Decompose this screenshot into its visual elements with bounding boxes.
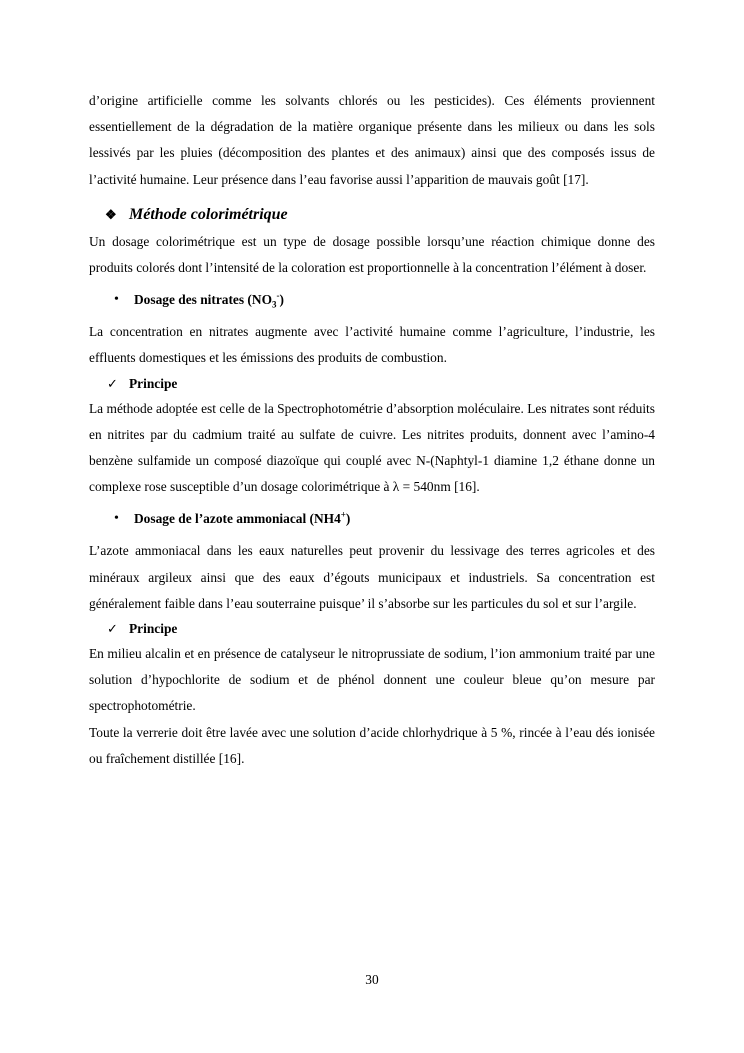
ammonia-superscript: + <box>340 509 346 520</box>
diamond-icon: ❖ <box>105 206 117 222</box>
nitrates-subscript: 3 <box>271 299 277 310</box>
principle-heading-text: Principe <box>129 621 178 637</box>
ammonia-heading-text: Dosage de l’azote ammoniacal (NH4 <box>134 511 341 527</box>
bullet-heading-ammonia <box>114 506 655 532</box>
check-icon: ✓ <box>107 375 118 391</box>
intro-paragraph: d’origine artificielle comme les solvants chlorés ou les pesticides). Ces éléments proviennent essentiellement de la dégradation de la matière organique présente dans les milieux ou dans les sols lessivés par les pluies (décomposition des plantes et des animaux) ainsi que des composés issus de l’activité humaine. Leur présence dans l’eau favorise aussi l’apparition de mauvais goût [17]. <box>89 93 655 187</box>
nitrates-intro-paragraph: La concentration en nitrates augmente avec l’activité humaine comme l’agriculture, l’industrie, les effluents domestiques et les émissions des produits de combustion. <box>89 324 655 366</box>
page-content <box>89 88 655 772</box>
nitrates-principle-paragraph: La méthode adoptée est celle de la Spectrophotométrie d’absorption moléculaire. Les nitrates sont réduits en nitrites par du cadmium traité au sulfate de cuivre. Les nitrites produits, donnent avec l’amino-4 benzène sulfamide un composé diazoïque qui couplé avec N-(Naphtyl-1 diamine 1,2 éthane donne un complexe rose susceptible d’un dosage colorimétrique à λ = 540nm [16]. <box>89 400 655 495</box>
ammonia-intro-paragraph: L’azote ammoniacal dans les eaux naturelles peut provenir du lessivage des terres agricoles et des minéraux argileux ainsi que des eaux d’égouts municipaux et industriels. Sa concentration est généralement faible dans l’eau souterraine puisque’ il s’absorbe sur les particules du sol et sur l’argile. <box>89 543 655 611</box>
principle-heading-nitrates <box>107 372 655 396</box>
nitrates-heading-text: Dosage des nitrates (NO <box>134 292 272 308</box>
principle-heading-text: Principe <box>129 375 178 391</box>
ammonia-principle-paragraph: En milieu alcalin et en présence de catalyseur le nitroprussiate de sodium, l’ion ammonium traité par une solution d’hypochlorite de sodium et de phénol donnent une couleur bleue qu’on mesure par spectrophotométrie. <box>89 646 655 714</box>
principle-heading-ammonia <box>107 617 655 641</box>
bullet-icon: • <box>114 511 119 527</box>
colorimetric-paragraph: Un dosage colorimétrique est un type de dosage possible lorsqu’une réaction chimique donne des produits colorés dont l’intensité de la coloration est proportionnelle à la concentration l’élément à doser. <box>89 233 655 276</box>
bullet-heading-nitrates <box>114 287 655 313</box>
glassware-paragraph: Toute la verrerie doit être lavée avec une solution d’acide chlorhydrique à 5 %, rincée à l’eau dés ionisée ou fraîchement distillée [16]. <box>89 724 655 766</box>
nitrates-heading <box>134 287 284 313</box>
section-heading-colorimetric <box>105 201 655 229</box>
ammonia-heading <box>134 506 350 532</box>
section-heading-text: Méthode colorimétrique <box>129 205 288 223</box>
bullet-icon: • <box>114 292 119 308</box>
check-icon: ✓ <box>107 621 118 637</box>
nitrates-superscript: - <box>276 290 280 301</box>
ammonia-close-paren: ) <box>345 511 351 527</box>
nitrates-close-paren: ) <box>279 292 284 308</box>
page-number: 30 <box>365 972 379 987</box>
